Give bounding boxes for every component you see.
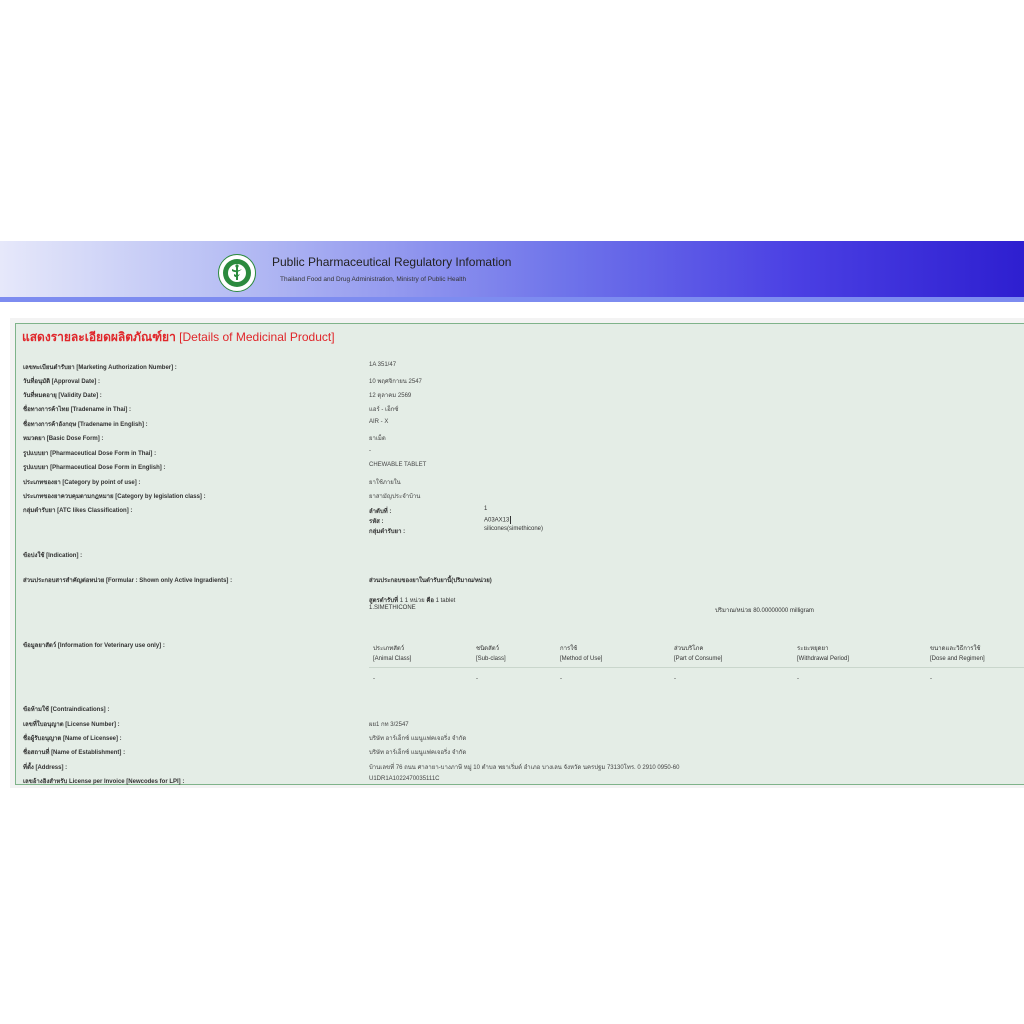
field-value-validity-date: 12 ตุลาคม 2569 [369,393,412,399]
field-label-dose-form-english: รูปแบบยา [Pharmaceutical Dose Form in English] : [23,465,166,471]
field-label-formula: ส่วนประกอบสารสำคัญต่อหน่วย [Formular : Shown only Active Ingradients] : [23,578,233,584]
details-panel [15,323,1024,785]
field-label-ma-number: เลขทะเบียนตำรับยา [Marketing Authorization Number] : [23,365,177,371]
page-title-thai: แสดงรายละเอียดผลิตภัณฑ์ยา [22,330,176,344]
formula-ingredient: 1.SIMETHICONE [369,605,416,611]
vet-col-dose [930,644,985,664]
formula-recipe-label: สูตรตำรับที่ [369,598,399,604]
field-value-basic-dose-form: ยาเม็ด [369,436,386,442]
field-value-dose-form-english: CHEWABLE TABLET [369,462,427,468]
vet-col-method [560,644,602,664]
field-value-ma-number: 1A 351/47 [369,362,397,368]
vet-col-part-consume-english: [Part of Consume] [674,656,723,662]
field-value-license-number: ผย1 กท 3/2547 [369,722,409,728]
vet-table-divider [369,667,1024,668]
field-label-dose-form-thai: รูปแบบยา [Pharmaceutical Dose Form in Thai] : [23,451,157,457]
vet-col-part-consume [674,644,722,664]
field-value-establishment: บริษัท อาร์เอ็กซ์ แมนูแฟคเจอริ่ง จำกัด [369,750,467,756]
field-label-validity-date: วันที่หมดอายุ [Validity Date] : [23,393,102,399]
vet-col-animal-class-thai: ประเภทสัตว์ [373,646,405,652]
field-value-approval-date: 10 พฤศจิกายน 2547 [369,379,422,385]
header-divider [0,297,1024,302]
field-label-basic-dose-form: หมวดยา [Basic Dose Form] : [23,436,104,442]
field-label-indication: ข้อบ่งใช้ [Indication] : [23,553,83,559]
atc-code-value [484,516,511,524]
field-label-address: ที่ตั้ง [Address] : [23,765,68,771]
site-subtitle: Thailand Food and Drug Administration, Ministry of Public Health [280,276,467,283]
vet-col-method-thai: การใช้ [560,646,578,652]
vet-col-part-consume-thai: ส่วนบริโภค [674,646,704,652]
atc-code-label: รหัส : [369,519,384,525]
field-value-category-use: ยาใช้ภายใน [369,480,401,486]
field-value-category-legislation: ยาสามัญประจำบ้าน [369,494,421,500]
field-label-licensee: ชื่อผู้รับอนุญาต [Name of Licensee] : [23,736,122,742]
page-title-english: [Details of Medicinal Product] [179,330,335,344]
field-value-licensee: บริษัท อาร์เอ็กซ์ แมนูแฟคเจอริ่ง จำกัด [369,736,467,742]
atc-group-label: กลุ่มตำรับยา : [369,529,406,535]
vet-value-sub-class: - [476,676,478,682]
field-label-establishment: ชื่อสถานที่ [Name of Establishment] : [23,750,126,756]
formula-amount: ปริมาณ/หน่วย 80.00000000 milligram [715,608,814,614]
atc-code-text: A03AX13 [484,517,510,524]
field-label-lpi-code: เลขอ้างอิงสำหรับ License per Invoice [Newcodes for LPI] : [23,779,185,785]
header-banner [0,241,1024,297]
vet-value-method: - [560,676,562,682]
formula-recipe [369,595,455,605]
formula-recipe-number: 1 1 หน่วย [399,598,425,604]
atc-seq-value: 1 [484,506,488,512]
vet-value-withdrawal: - [797,676,799,682]
vet-value-animal-class: - [373,676,375,682]
vet-col-animal-class-english: [Animal Class] [373,656,412,662]
field-label-license-number: เลขที่ใบอนุญาต [License Number] : [23,722,120,728]
vet-col-animal-class [373,644,411,664]
field-label-atc: กลุ่มตำรับยา [ATC likes Classification] : [23,508,133,514]
field-label-tradename-english: ชื่อทางการค้าอังกฤษ [Tradename in English] : [23,422,148,428]
atc-seq-label: ลำดับที่ : [369,509,392,515]
text-cursor [510,516,511,524]
field-label-contraindications: ข้อห้ามใช้ [Contraindications] : [23,707,110,713]
field-value-tradename-english: AIR - X [369,419,389,425]
vet-col-dose-thai: ขนาดและวิธีการใช้ [930,646,981,652]
field-label-category-legislation: ประเภทของยาควบคุมตามกฎหมาย [Category by legislation class] : [23,494,206,500]
vet-col-withdrawal-english: [Withdrawal Period] [797,656,850,662]
fda-logo-icon [218,254,256,292]
field-value-lpi-code: U1DR1A1022470035111C [369,776,440,782]
page-title [22,328,335,347]
vet-value-part-consume: - [674,676,676,682]
formula-header: ส่วนประกอบของยาในตำรับยานี้(ปริมาณ/หน่วย) [369,578,492,584]
formula-recipe-unit: 1 tablet [435,598,456,604]
vet-col-withdrawal [797,644,849,664]
field-label-category-use: ประเภทของยา [Category by point of use] : [23,480,141,486]
vet-col-sub-class [476,644,506,664]
vet-col-method-english: [Method of Use] [560,656,603,662]
vet-col-sub-class-thai: ชนิดสัตว์ [476,646,499,652]
vet-col-withdrawal-thai: ระยะหยุดยา [797,646,829,652]
atc-group-value: silicones(simethicone) [484,526,544,532]
field-value-tradename-thai: แอร์ - เอ็กซ์ [369,407,399,413]
field-label-approval-date: วันที่อนุมัติ [Approval Date] : [23,379,100,385]
field-label-tradename-thai: ชื่อทางการค้าไทย [Tradename in Thai] : [23,407,132,413]
vet-value-dose: - [930,676,932,682]
field-value-address: บ้านเลขที่ 76 ถนน ศาลายา-บางภาษี หมู่ 10 ตำบล พยาเริ่มต์ อำเภอ บางเลน จังหวัด นครปฐม 73130โทร. 0 2910 0950-60 [369,765,680,771]
field-label-veterinary: ข้อมูลยาสัตว์ [Information for Veterinary use only] : [23,643,165,649]
site-title: Public Pharmaceutical Regulatory Infomation [272,255,512,269]
vet-col-sub-class-english: [Sub-class] [476,656,506,662]
vet-col-dose-english: [Dose and Regimen] [930,656,985,662]
field-value-dose-form-thai: - [369,448,371,454]
formula-recipe-is: คือ [426,598,434,604]
